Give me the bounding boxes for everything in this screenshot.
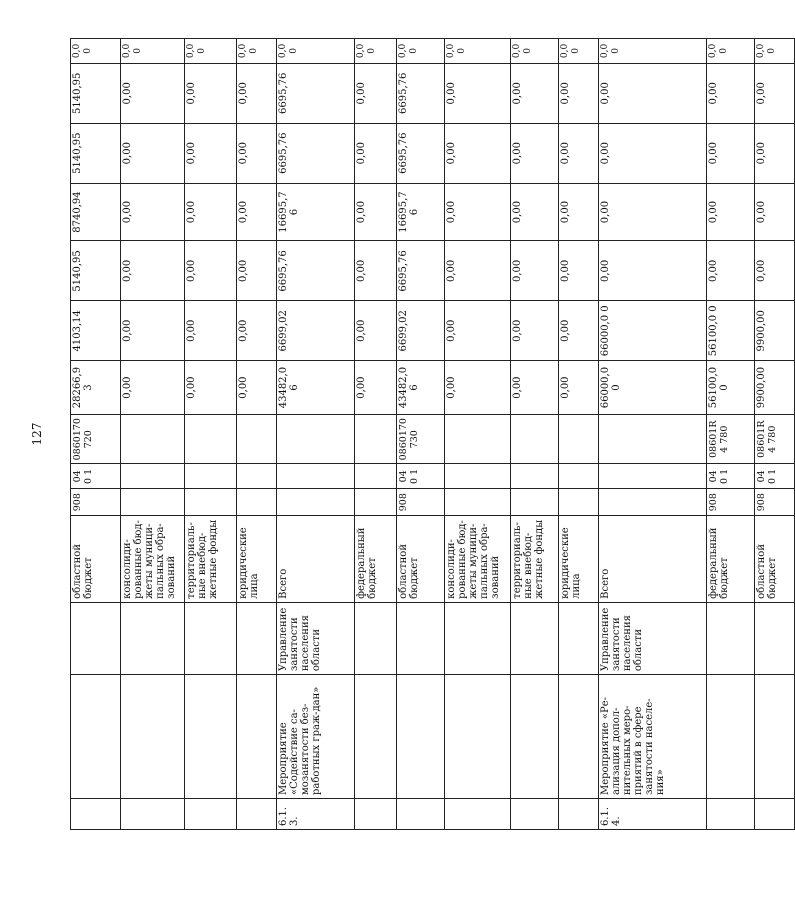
table-cell: консолиди-рованные бюд-жеты муници-пальных обра-зований: [121, 516, 185, 603]
table-cell: 0,00: [355, 241, 397, 301]
table-cell: юридические лица: [237, 516, 277, 603]
table-cell: 0,00: [559, 123, 599, 183]
table-cell: юридические лица: [559, 516, 599, 603]
table-cell: [355, 489, 397, 516]
table-cell: 0,00: [445, 183, 511, 241]
table-cell: 43482,0 6: [397, 361, 445, 415]
table-cell: [121, 489, 185, 516]
table-cell: 0,00: [445, 301, 511, 361]
table-cell: 0,00: [511, 301, 559, 361]
table-cell: 908: [397, 489, 445, 516]
table-cell: [445, 675, 511, 799]
table-cell: 0,00: [237, 241, 277, 301]
table-cell: 08601R4 780: [755, 414, 795, 464]
table-row: [397, 39, 445, 830]
budget-table: [70, 38, 795, 830]
table-cell: 6695,76: [277, 123, 355, 183]
table-cell: 0,00: [185, 241, 237, 301]
table-cell: 0,00: [511, 361, 559, 415]
table-cell: [559, 489, 599, 516]
table-cell: областной бюджет: [71, 516, 121, 603]
table-cell: 0860170 730: [397, 414, 445, 464]
table-cell: [71, 799, 121, 830]
table-row: [445, 39, 511, 830]
table-cell: 0,00: [355, 183, 397, 241]
table-cell: [559, 464, 599, 489]
table-cell: 908: [755, 489, 795, 516]
table-cell: 0,00: [707, 63, 755, 123]
table-cell: [397, 799, 445, 830]
table-cell: 43482,0 6: [277, 361, 355, 415]
table-cell: 0,00: [121, 183, 185, 241]
table-cell: [599, 414, 707, 464]
table-cell: 0,00: [445, 361, 511, 415]
table-cell: [599, 464, 707, 489]
table-cell: 5140,95: [71, 63, 121, 123]
table-cell: 0,00: [121, 123, 185, 183]
table-cell: Управление занятости населения области: [599, 602, 707, 674]
table-cell: 28266,9 3: [71, 361, 121, 415]
table-cell: [355, 675, 397, 799]
table-cell: 0,0 0: [755, 39, 795, 64]
table-cell: [559, 602, 599, 674]
table-cell: 6.1. 3.: [277, 799, 355, 830]
table-cell: 6699,02: [397, 301, 445, 361]
table-row: [121, 39, 185, 830]
page-number: 127: [30, 422, 44, 446]
table-cell: 0,00: [755, 241, 795, 301]
table-cell: 908: [707, 489, 755, 516]
table-cell: 0,00: [511, 241, 559, 301]
table-cell: 0,0 0: [707, 39, 755, 64]
table-row: [707, 39, 755, 830]
table-cell: [185, 675, 237, 799]
table-cell: [237, 414, 277, 464]
table-cell: [559, 675, 599, 799]
table-cell: 0,00: [559, 361, 599, 415]
table-cell: 0,00: [355, 361, 397, 415]
table-cell: [277, 464, 355, 489]
table-cell: 0,0 0: [559, 39, 599, 64]
table-cell: [121, 464, 185, 489]
table-cell: 66000,0 0: [599, 361, 707, 415]
table-cell: 08601R4 780: [707, 414, 755, 464]
table-cell: [511, 602, 559, 674]
table-cell: [121, 675, 185, 799]
table-cell: консолиди-рованные бюд-жеты муници-пальных обра-зований: [445, 516, 511, 603]
table-cell: 0,00: [599, 241, 707, 301]
table-cell: 0,00: [185, 63, 237, 123]
table-cell: 5140,95: [71, 123, 121, 183]
table-cell: 0,00: [237, 301, 277, 361]
table-cell: 0,00: [599, 63, 707, 123]
table-cell: Мероприятие «Содействие са-мозанятости без-работных граж-дан»: [277, 675, 355, 799]
table-row: [511, 39, 559, 830]
table-cell: [237, 799, 277, 830]
table-cell: 0,00: [237, 63, 277, 123]
table-cell: 040 1: [707, 464, 755, 489]
table-cell: [237, 602, 277, 674]
table-cell: 908: [71, 489, 121, 516]
table-row: [755, 39, 795, 830]
table-cell: 0,0 0: [185, 39, 237, 64]
table-cell: [71, 602, 121, 674]
table-cell: федеральный бюджет: [707, 516, 755, 603]
table-cell: Всего: [277, 516, 355, 603]
table-cell: [707, 602, 755, 674]
table-cell: 16695,7 6: [397, 183, 445, 241]
table-cell: [121, 602, 185, 674]
table-cell: 0,00: [445, 63, 511, 123]
table-cell: 0,0 0: [397, 39, 445, 64]
table-cell: [355, 414, 397, 464]
table-cell: 6695,76: [397, 63, 445, 123]
table-cell: 0,00: [185, 361, 237, 415]
table-cell: федеральный бюджет: [355, 516, 397, 603]
table-cell: [445, 602, 511, 674]
table-cell: 0,00: [185, 123, 237, 183]
table-cell: [511, 464, 559, 489]
table-cell: 0,00: [237, 183, 277, 241]
table-cell: 6695,76: [277, 241, 355, 301]
table-cell: 040 1: [755, 464, 795, 489]
table-cell: областной бюджет: [755, 516, 795, 603]
table-cell: 6.1. 4.: [599, 799, 707, 830]
table-cell: 9900,00: [755, 301, 795, 361]
table-cell: [511, 489, 559, 516]
table-cell: 0,00: [707, 123, 755, 183]
table-cell: [397, 602, 445, 674]
table-cell: 0,00: [355, 123, 397, 183]
table-cell: [755, 799, 795, 830]
table-cell: [511, 675, 559, 799]
table-cell: 0,00: [755, 183, 795, 241]
table-cell: [355, 464, 397, 489]
table-cell: 6695,76: [397, 123, 445, 183]
table-cell: 0,00: [121, 301, 185, 361]
table-cell: 0,00: [121, 241, 185, 301]
table-cell: 0,00: [185, 183, 237, 241]
table-cell: 0,0 0: [277, 39, 355, 64]
table-cell: 0,00: [445, 123, 511, 183]
table-cell: 0,0 0: [71, 39, 121, 64]
table-cell: 6695,76: [277, 63, 355, 123]
table-cell: [707, 799, 755, 830]
table-cell: [445, 489, 511, 516]
table-cell: областной бюджет: [397, 516, 445, 603]
table-cell: [121, 799, 185, 830]
table-cell: 0,00: [559, 241, 599, 301]
table-cell: [237, 464, 277, 489]
table-cell: [185, 489, 237, 516]
table-cell: 0,00: [237, 123, 277, 183]
table-cell: 0,00: [559, 183, 599, 241]
table-cell: [511, 799, 559, 830]
table-cell: 0,00: [121, 63, 185, 123]
table-cell: [445, 464, 511, 489]
table-row: [599, 39, 707, 830]
table-row: [277, 39, 355, 830]
table-row: [559, 39, 599, 830]
table-cell: [71, 675, 121, 799]
table-cell: [397, 675, 445, 799]
table-cell: [707, 675, 755, 799]
table-row: [185, 39, 237, 830]
table-cell: 0,00: [355, 301, 397, 361]
table-cell: 66000,0 0: [599, 301, 707, 361]
table-cell: 0,00: [511, 63, 559, 123]
table-cell: 0,0 0: [599, 39, 707, 64]
table-cell: [277, 414, 355, 464]
table-cell: 56100,0 0: [707, 301, 755, 361]
table-cell: 0,00: [185, 301, 237, 361]
table-cell: 0,00: [445, 241, 511, 301]
table-cell: [237, 489, 277, 516]
table-cell: 16695,7 6: [277, 183, 355, 241]
table-cell: 0,00: [237, 361, 277, 415]
table-cell: [755, 602, 795, 674]
table-cell: 0,0 0: [121, 39, 185, 64]
table-cell: 0,00: [121, 361, 185, 415]
table-cell: [445, 799, 511, 830]
table-cell: 0,0 0: [355, 39, 397, 64]
table-cell: [185, 799, 237, 830]
table-cell: Мероприятие «Ре-ализация допол-нительных меро-приятий в сфере занятости населе-ния»: [599, 675, 707, 799]
table-cell: территориаль-ные внебюд-жетные фонды: [185, 516, 237, 603]
table-cell: [355, 602, 397, 674]
table-cell: 0,00: [511, 123, 559, 183]
table-cell: [237, 675, 277, 799]
table-cell: [355, 799, 397, 830]
table-cell: 4103,14: [71, 301, 121, 361]
table-cell: 0,00: [755, 123, 795, 183]
table-cell: Всего: [599, 516, 707, 603]
table-cell: 0,0 0: [445, 39, 511, 64]
table-cell: 0,0 0: [237, 39, 277, 64]
table-row: [355, 39, 397, 830]
table-cell: 9900,00: [755, 361, 795, 415]
table-cell: 56100,0 0: [707, 361, 755, 415]
table-cell: 040 1: [397, 464, 445, 489]
table-cell: [559, 414, 599, 464]
table-cell: 6699,02: [277, 301, 355, 361]
table-cell: территориаль-ные внебюд-жетные фонды: [511, 516, 559, 603]
table-cell: [277, 489, 355, 516]
table-cell: 0,00: [355, 63, 397, 123]
table-cell: 0,00: [559, 63, 599, 123]
table-cell: [121, 414, 185, 464]
table-cell: 0,00: [511, 183, 559, 241]
table-cell: 0,00: [599, 183, 707, 241]
table-cell: 0,00: [707, 183, 755, 241]
table-cell: [185, 414, 237, 464]
table-row: [71, 39, 121, 830]
table-row: [237, 39, 277, 830]
table-cell: 0,00: [707, 241, 755, 301]
table-cell: 0,00: [755, 63, 795, 123]
table-cell: Управление занятости населения области: [277, 602, 355, 674]
table-cell: 5140,95: [71, 241, 121, 301]
table-cell: 0,0 0: [511, 39, 559, 64]
table-cell: [185, 464, 237, 489]
table-cell: [559, 799, 599, 830]
table-cell: 0,00: [559, 301, 599, 361]
table-cell: [185, 602, 237, 674]
table-cell: [511, 414, 559, 464]
table-cell: [755, 675, 795, 799]
table-cell: 0860170 720: [71, 414, 121, 464]
rotated-page: [30, 38, 778, 830]
table-cell: [445, 414, 511, 464]
table-cell: 8740,94: [71, 183, 121, 241]
table-cell: 0,00: [599, 123, 707, 183]
table-cell: 6695,76: [397, 241, 445, 301]
table-cell: [599, 489, 707, 516]
table-cell: 040 1: [71, 464, 121, 489]
